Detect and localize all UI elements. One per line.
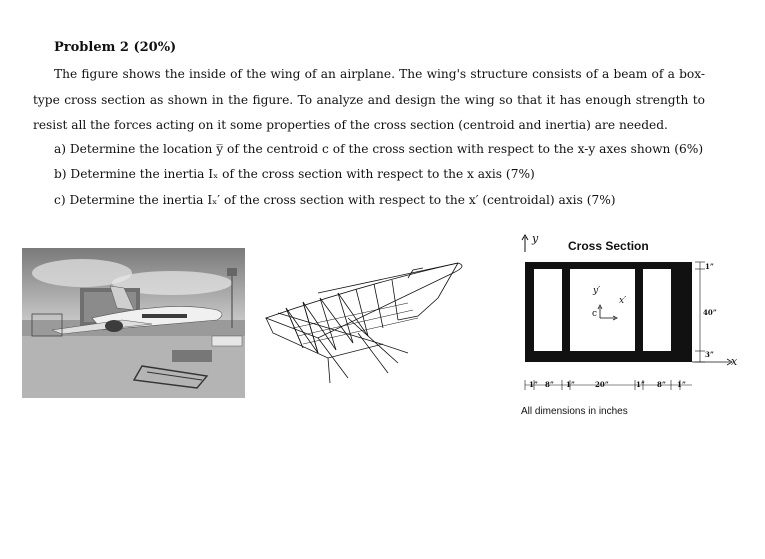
dim-right-top: 1” <box>705 262 714 271</box>
dim-right-middle: 40” <box>703 308 717 317</box>
problem-title: Problem 2 (20%) <box>54 40 177 55</box>
question-b: b) Determine the inertia Iₓ of the cross section with respect to the x axis (7%) <box>54 167 535 181</box>
question-c: c) Determine the inertia Iₓ′ of the cross section with respect to the x′ (centroidal) axis (7%) <box>54 193 616 207</box>
dim-bottom-7: 1” <box>677 380 686 389</box>
centroid-label: c <box>592 309 598 319</box>
problem-paragraph: The figure shows the inside of the wing of an airplane. The wing's structure consists of a beam of a box-type cross section as shown in the figure. To analyze and design the wing so that it has enough strength to resist all the forces acting on it some properties of the cross section (centroid and inertia) are needed. <box>33 67 705 132</box>
dim-bottom-6: 8” <box>657 380 666 389</box>
cell-right <box>643 269 671 351</box>
dimensions-note: All dimensions in inches <box>521 406 628 417</box>
dim-bottom-4: 20” <box>595 380 609 389</box>
axis-y-label: y <box>532 232 539 245</box>
cross-section-title: Cross Section <box>568 239 649 253</box>
dim-bottom-2: 8” <box>545 380 554 389</box>
cell-left <box>534 269 562 351</box>
axis-x-label: x <box>731 355 738 368</box>
airplane-photo <box>22 248 245 398</box>
question-a: a) Determine the location y̅ of the centroid c of the cross section with respect to the x-y axes shown (6%) <box>54 142 704 156</box>
centroid-y-label: y′ <box>593 286 601 296</box>
dim-right-bottom: 3” <box>705 350 714 359</box>
centroid-x-label: x′ <box>619 296 627 306</box>
cell-center <box>570 269 635 351</box>
dim-bottom-5: 1” <box>636 380 645 389</box>
dim-bottom-3: 1” <box>566 380 575 389</box>
wing-structure-drawing <box>258 258 468 388</box>
dim-bottom-1: 1” <box>529 380 538 389</box>
cross-section-diagram <box>515 232 745 402</box>
